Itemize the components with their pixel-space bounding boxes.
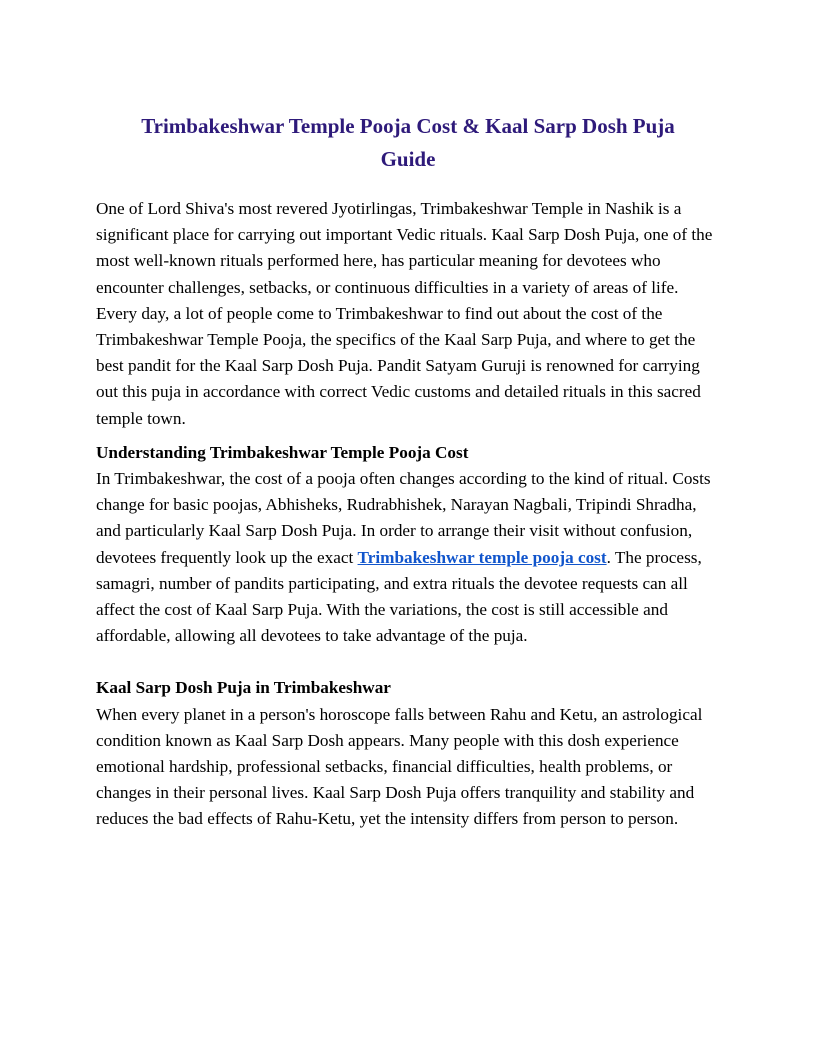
document-page — [96, 110, 720, 833]
page-title: Trimbakeshwar Temple Pooja Cost & Kaal Sarp Dosh Puja Guide — [141, 114, 675, 171]
section-heading-kaal-sarp: Kaal Sarp Dosh Puja in Trimbakeshwar — [96, 678, 391, 698]
pooja-cost-text-before: In Trimbakeshwar, the cost of a pooja often changes according to the kind of ritual. Costs change for basic poojas, Abhisheks, Rudrabhishek, Narayan Nagbali, Tripindi Shradha, and particularly Kaal Sarp Dosh Puja. In order to arrange their visit without confusion, devotees frequently look up the exact — [96, 469, 711, 567]
intro-paragraph: One of Lord Shiva's most revered Jyotirlingas, Trimbakeshwar Temple in Nashik is a significant place for carrying out important Vedic rituals. Kaal Sarp Dosh Puja, one of the most well-known rituals performed here, has particular meaning for devotees who encounter challenges, setbacks, or continuous difficulties in a variety of areas of life. Every day, a lot of people come to Trimbakeshwar to find out about the cost of the Trimbakeshwar Temple Pooja, the specifics of the Kaal Sarp Puja, and where to get the best pandit for the Kaal Sarp Dosh Puja. Pandit Satyam Guruji is renowned for carrying out this puja in accordance with correct Vedic customs and detailed rituals in this sacred temple town. — [96, 199, 713, 428]
pooja-cost-link[interactable]: Trimbakeshwar temple pooja cost — [357, 547, 607, 567]
pooja-cost-paragraph — [96, 466, 720, 649]
section-heading-pooja-cost: Understanding Trimbakeshwar Temple Pooja Cost — [96, 442, 469, 462]
section-kaal-sarp — [96, 675, 720, 832]
kaal-sarp-paragraph: When every planet in a person's horoscope falls between Rahu and Ketu, an astrological condition known as Kaal Sarp Dosh appears. Many people with this dosh experience emotional hardship, professional setbacks, financial difficulties, health problems, or changes in their personal lives. Kaal Sarp Dosh Puja offers tranquility and stability and reduces the bad effects of Rahu-Ketu, yet the intensity differs from person to person. — [96, 704, 703, 829]
pooja-cost-text-after: . The process, samagri, number of pandits participating, and extra rituals the devotee requests can all affect the cost of Kaal Sarp Puja. With the variations, the cost is still accessible and affordable, allowing all devotees to take advantage of the puja. — [96, 547, 702, 646]
section-pooja-cost — [96, 440, 720, 650]
paragraph-spacer — [96, 649, 720, 675]
